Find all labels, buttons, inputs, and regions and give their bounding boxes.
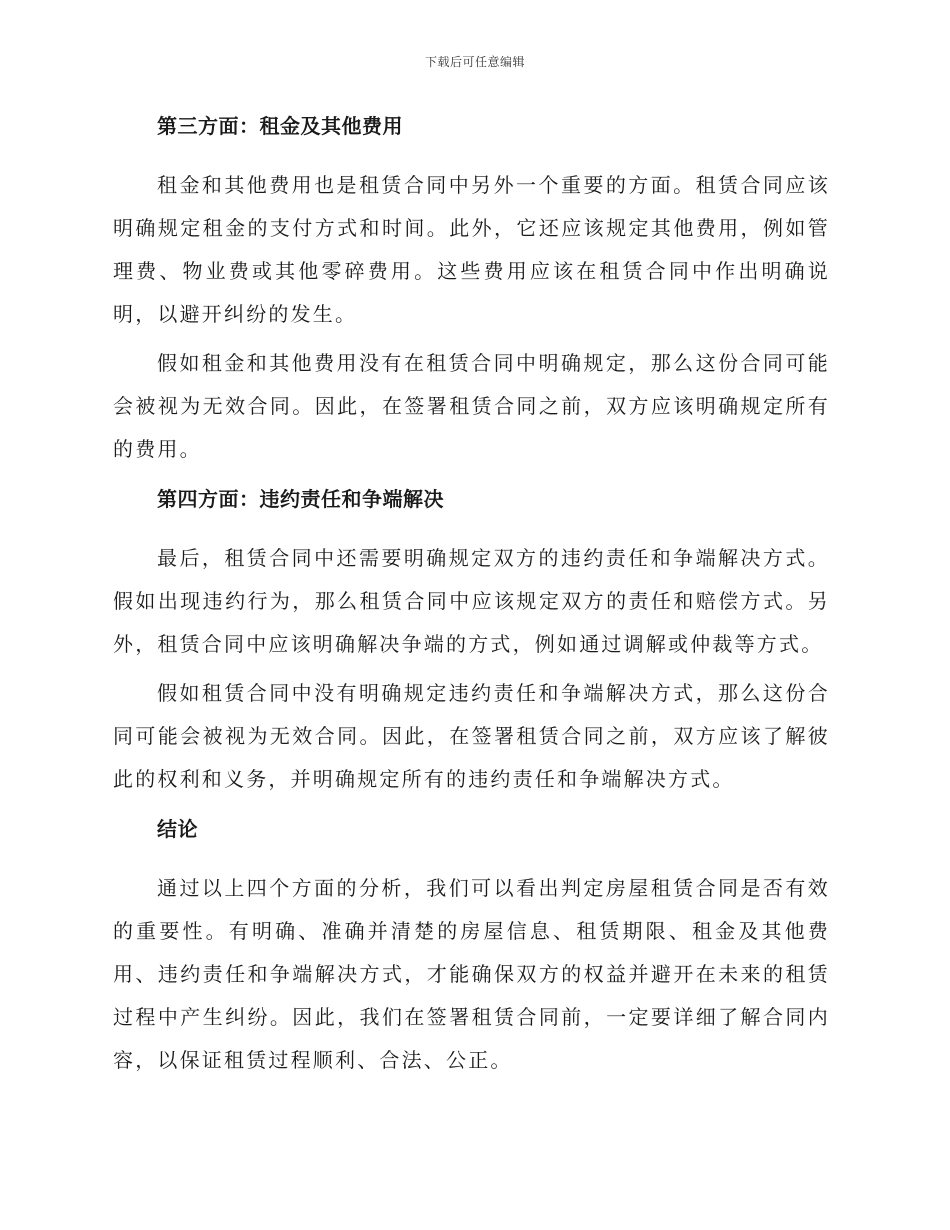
paragraph: 通过以上四个方面的分析，我们可以看出判定房屋租赁合同是否有效的重要性。有明确、准确并清楚的房屋信息、租赁期限、租金及其他费用、违约责任和争端解决方式，才能确保双方的权益并避开在未来的租赁过程中产生纠纷。因此，我们在签署租赁合同前，一定要详细了解合同内容，以保证租赁过程顺利、合法、公正。 [113,876,830,1072]
section-conclusion [113,811,830,1082]
document-body [113,108,830,1088]
section-breach-and-disputes [113,481,830,801]
section-heading: 第三方面：租金及其他费用 [157,114,403,138]
page-header-note: 下载后可任意编辑 [424,55,525,69]
section-rent-and-fees [113,108,830,471]
paragraph: 假如租赁合同中没有明确规定违约责任和争端解决方式，那么这份合同可能会被视为无效合同。因此，在签署租赁合同之前，双方应该了解彼此的权利和义务，并明确规定所有的违约责任和争端解决方式。 [113,681,830,791]
paragraph: 假如租金和其他费用没有在租赁合同中明确规定，那么这份合同可能会被视为无效合同。因此，在签署租赁合同之前，双方应该明确规定所有的费用。 [113,351,830,461]
paragraph: 最后，租赁合同中还需要明确规定双方的违约责任和争端解决方式。假如出现违约行为，那么租赁合同中应该规定双方的责任和赔偿方式。另外，租赁合同中应该明确解决争端的方式，例如通过调解或仲裁等方式。 [113,546,830,656]
section-heading: 结论 [157,817,198,841]
paragraph: 租金和其他费用也是租赁合同中另外一个重要的方面。租赁合同应该明确规定租金的支付方式和时间。此外，它还应该规定其他费用，例如管理费、物业费或其他零碎费用。这些费用应该在租赁合同中作出明确说明，以避开纠纷的发生。 [113,173,830,326]
section-heading: 第四方面：违约责任和争端解决 [157,487,444,511]
